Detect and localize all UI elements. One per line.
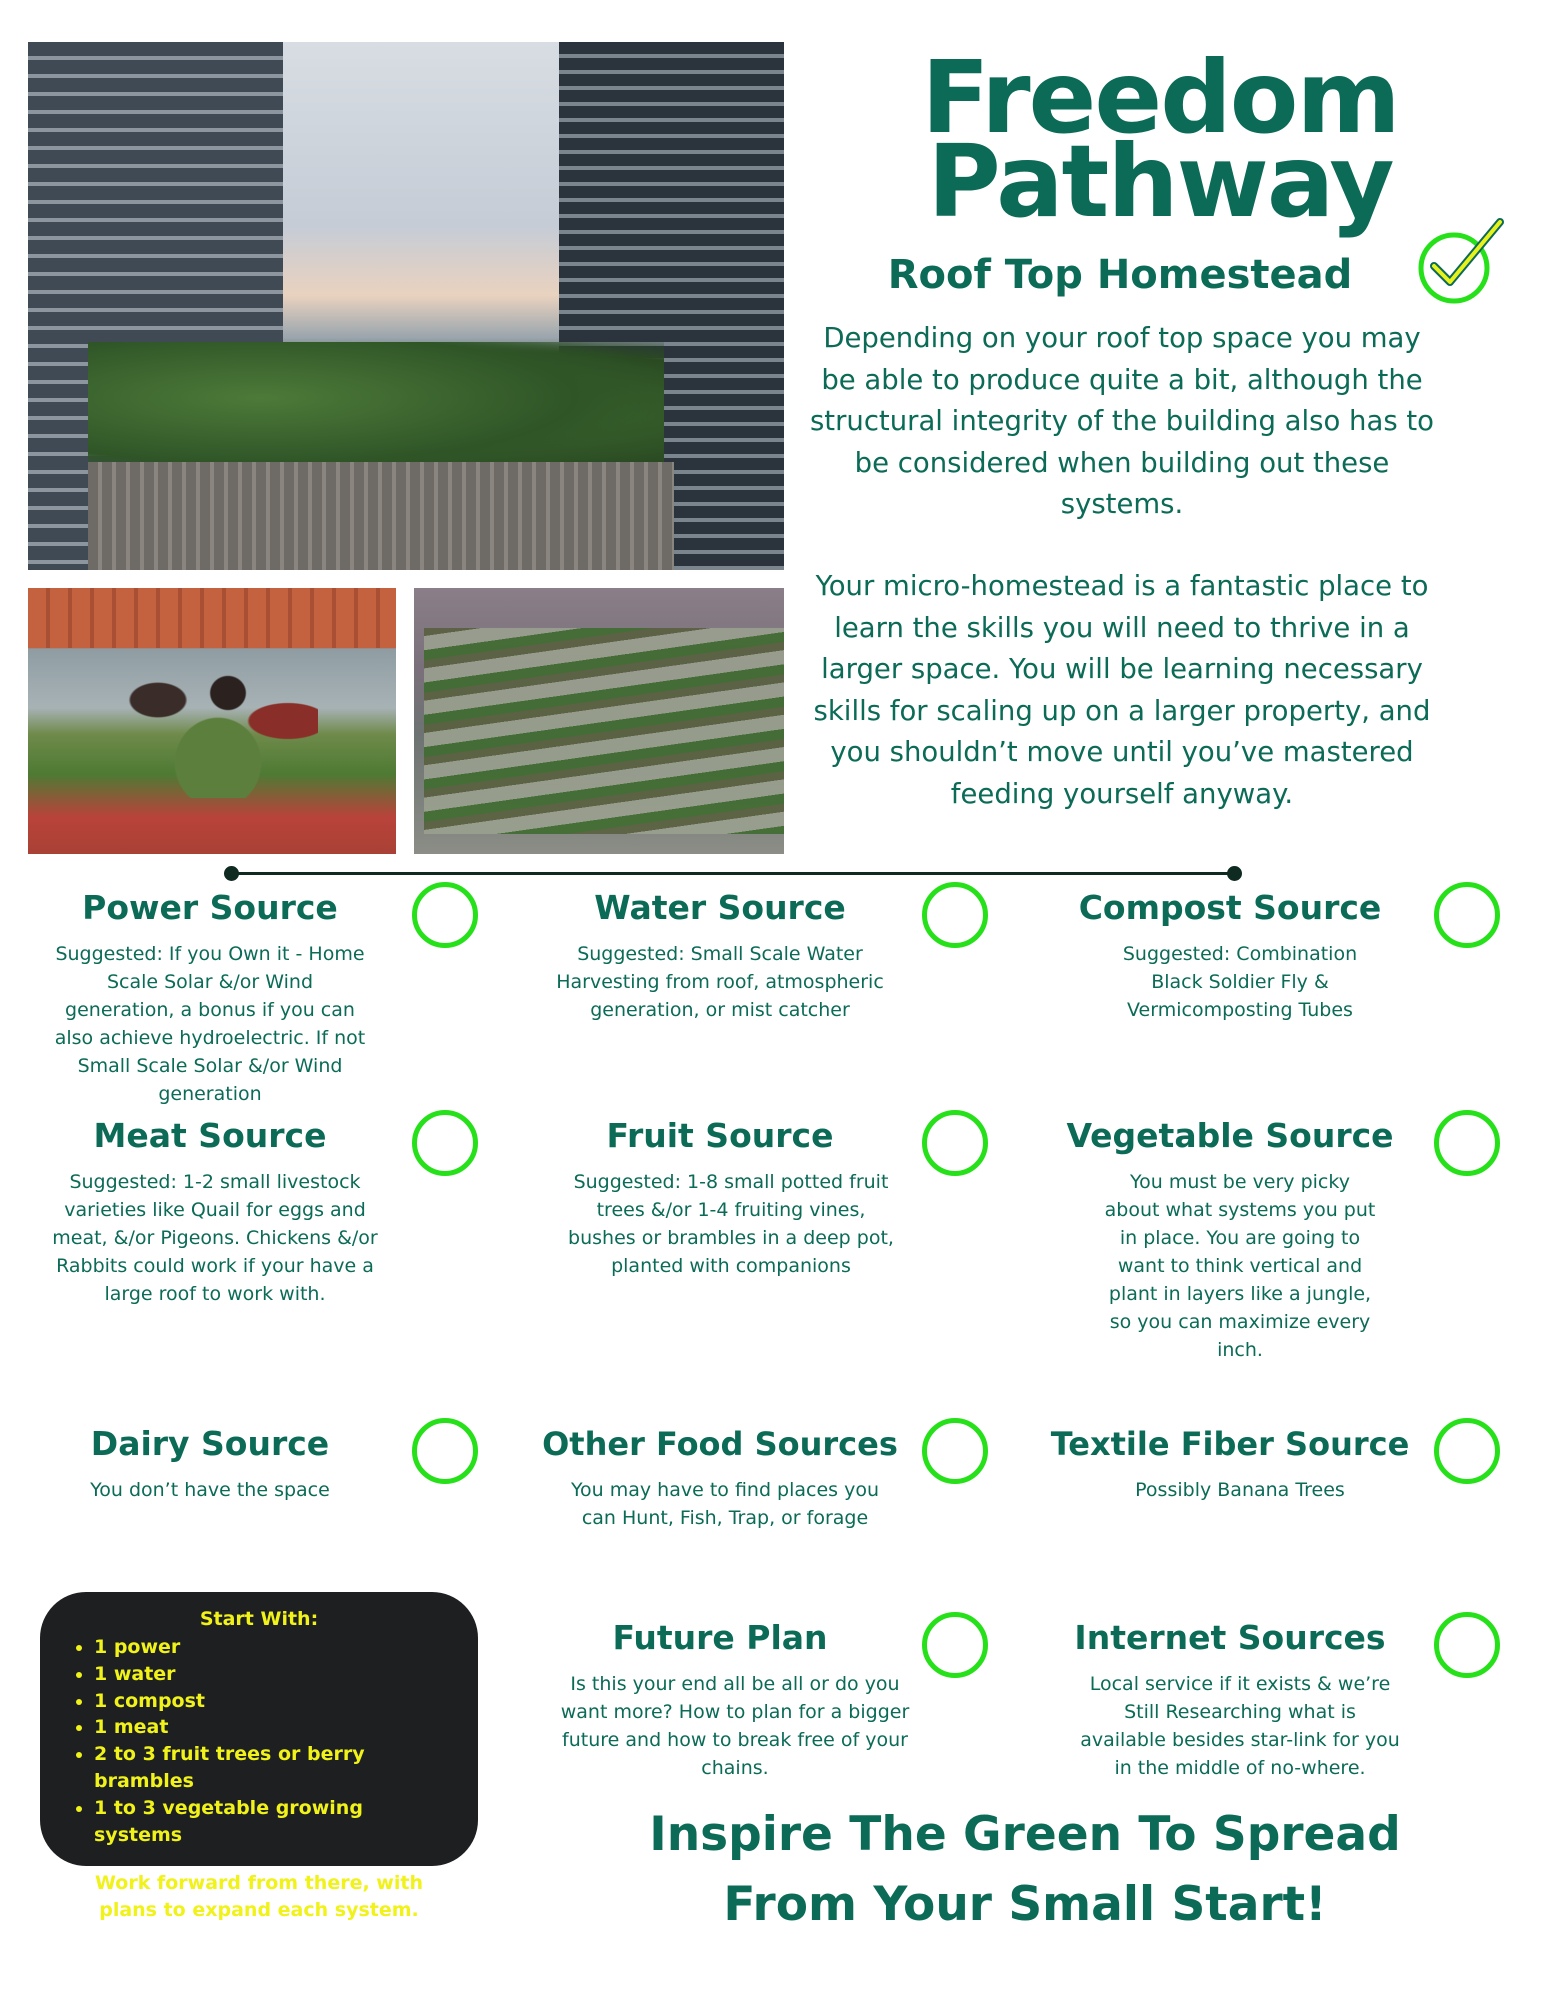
future-plan-checkbox[interactable] [922, 1612, 988, 1678]
meat-source-text: Suggested: 1-2 small livestock varieties like Quail for eggs and meat, &/or Pigeons. Chickens &/or Rabbits could work if your have a large roof to work with. [52, 1171, 378, 1305]
compost-source-card [1020, 882, 1440, 1024]
list-item: • 1 meat [94, 1714, 454, 1741]
list-item: • 2 to 3 fruit trees or berry brambles [94, 1741, 454, 1795]
intro-paragraph-2: Your micro-homestead is a fantastic place to learn the skills you will need to thrive in a larger space. You will be learning necessary skills for scaling up on a larger property, and you shouldn’t move until you’ve mastered feeding yourself anyway. [813, 570, 1431, 810]
vegetable-source-title: Vegetable Source [1066, 1116, 1394, 1155]
future-plan-card [510, 1612, 930, 1782]
power-source-card [0, 882, 420, 1108]
water-source-card [510, 882, 930, 1024]
power-source-checkbox[interactable] [412, 882, 478, 948]
dairy-source-card [0, 1418, 420, 1504]
fruit-source-checkbox[interactable] [922, 1110, 988, 1176]
other-food-sources-title: Other Food Sources [542, 1425, 898, 1463]
start-with-box [40, 1592, 478, 1922]
compost-source-checkbox[interactable] [1434, 882, 1500, 948]
start-with-footer: Work forward from there, with plans to expand each system. [95, 1872, 423, 1922]
list-item: • 1 compost [94, 1688, 454, 1715]
list-item: • 1 power [94, 1634, 454, 1661]
rooftop-garden-skyscrapers-photo [28, 42, 784, 570]
meat-source-checkbox[interactable] [412, 1110, 478, 1176]
fruit-source-text: Suggested: 1-8 small potted fruit trees &/or 1-4 fruiting vines, bushes or brambles in a deep pot, planted with companions [568, 1171, 894, 1277]
page-subtitle: Roof Top Homestead [887, 252, 1353, 298]
start-with-list [64, 1634, 454, 1848]
internet-sources-text: Local service if it exists & we’re Still Researching what is available besides star-link for you in the middle of no-where. [1080, 1673, 1400, 1779]
future-plan-text: Is this your end all be all or do you want more? How to plan for a bigger future and how to break free of your chains. [560, 1673, 910, 1779]
internet-sources-checkbox[interactable] [1434, 1612, 1500, 1678]
people-gardening-rooftop-photo [28, 588, 396, 854]
power-source-title: Power Source [82, 888, 338, 927]
internet-sources-card [1020, 1612, 1440, 1782]
title-line-1: Freedom [921, 39, 1399, 156]
tagline-line-1: Inspire The Green To Spread [649, 1807, 1401, 1862]
vegetable-source-card [1020, 1110, 1440, 1364]
compost-source-text: Suggested: Combination Black Soldier Fly & Vermicomposting Tubes [1122, 943, 1358, 1021]
vertical-garden-wall-photo [414, 588, 784, 854]
meat-source-card [0, 1110, 420, 1308]
meat-source-title: Meat Source [93, 1116, 327, 1155]
water-source-text: Suggested: Small Scale Water Harvesting from roof, atmospheric generation, or mist catcher [556, 943, 884, 1021]
tagline-line-2: From Your Small Start! [723, 1877, 1327, 1932]
closing-tagline [600, 1800, 1450, 1940]
page-title [800, 39, 1520, 240]
other-food-sources-checkbox[interactable] [922, 1418, 988, 1484]
title-line-2: Pathway [927, 123, 1393, 240]
section-divider [224, 866, 1242, 880]
future-plan-title: Future Plan [612, 1618, 828, 1657]
fruit-source-card [510, 1110, 930, 1280]
start-with-heading: Start With: [199, 1608, 319, 1630]
water-source-title: Water Source [594, 888, 846, 927]
textile-fiber-source-card [1020, 1418, 1440, 1504]
other-food-sources-card [510, 1418, 930, 1532]
checkmark-circle-icon [1416, 214, 1506, 304]
dairy-source-title: Dairy Source [90, 1424, 330, 1463]
dairy-source-checkbox[interactable] [412, 1418, 478, 1484]
power-source-text: Suggested: If you Own it - Home Scale Solar &/or Wind generation, a bonus if you can also achieve hydroelectric. If not Small Scale Solar &/or Wind generation [54, 943, 366, 1105]
intro-paragraph-1: Depending on your roof top space you may be able to produce quite a bit, although the structural integrity of the building also has to be considered when building out these systems. [809, 322, 1435, 520]
compost-source-title: Compost Source [1078, 888, 1382, 927]
textile-fiber-source-checkbox[interactable] [1434, 1418, 1500, 1484]
other-food-sources-text: You may have to find places you can Hunt, Fish, Trap, or forage [570, 1479, 880, 1529]
vegetable-source-checkbox[interactable] [1434, 1110, 1500, 1176]
internet-sources-title: Internet Sources [1074, 1618, 1386, 1657]
fruit-source-title: Fruit Source [606, 1116, 834, 1155]
list-item: • 1 water [94, 1661, 454, 1688]
textile-fiber-source-title: Textile Fiber Source [1050, 1425, 1410, 1463]
vegetable-source-text: You must be very picky about what systems you put in place. You are going to want to think vertical and plant in layers like a jungle, so you can maximize every inch. [1104, 1171, 1376, 1361]
water-source-checkbox[interactable] [922, 882, 988, 948]
textile-fiber-source-text: Possibly Banana Trees [1135, 1479, 1345, 1501]
dairy-source-text: You don’t have the space [90, 1479, 330, 1501]
list-item: • 1 to 3 vegetable growing systems [94, 1795, 454, 1849]
